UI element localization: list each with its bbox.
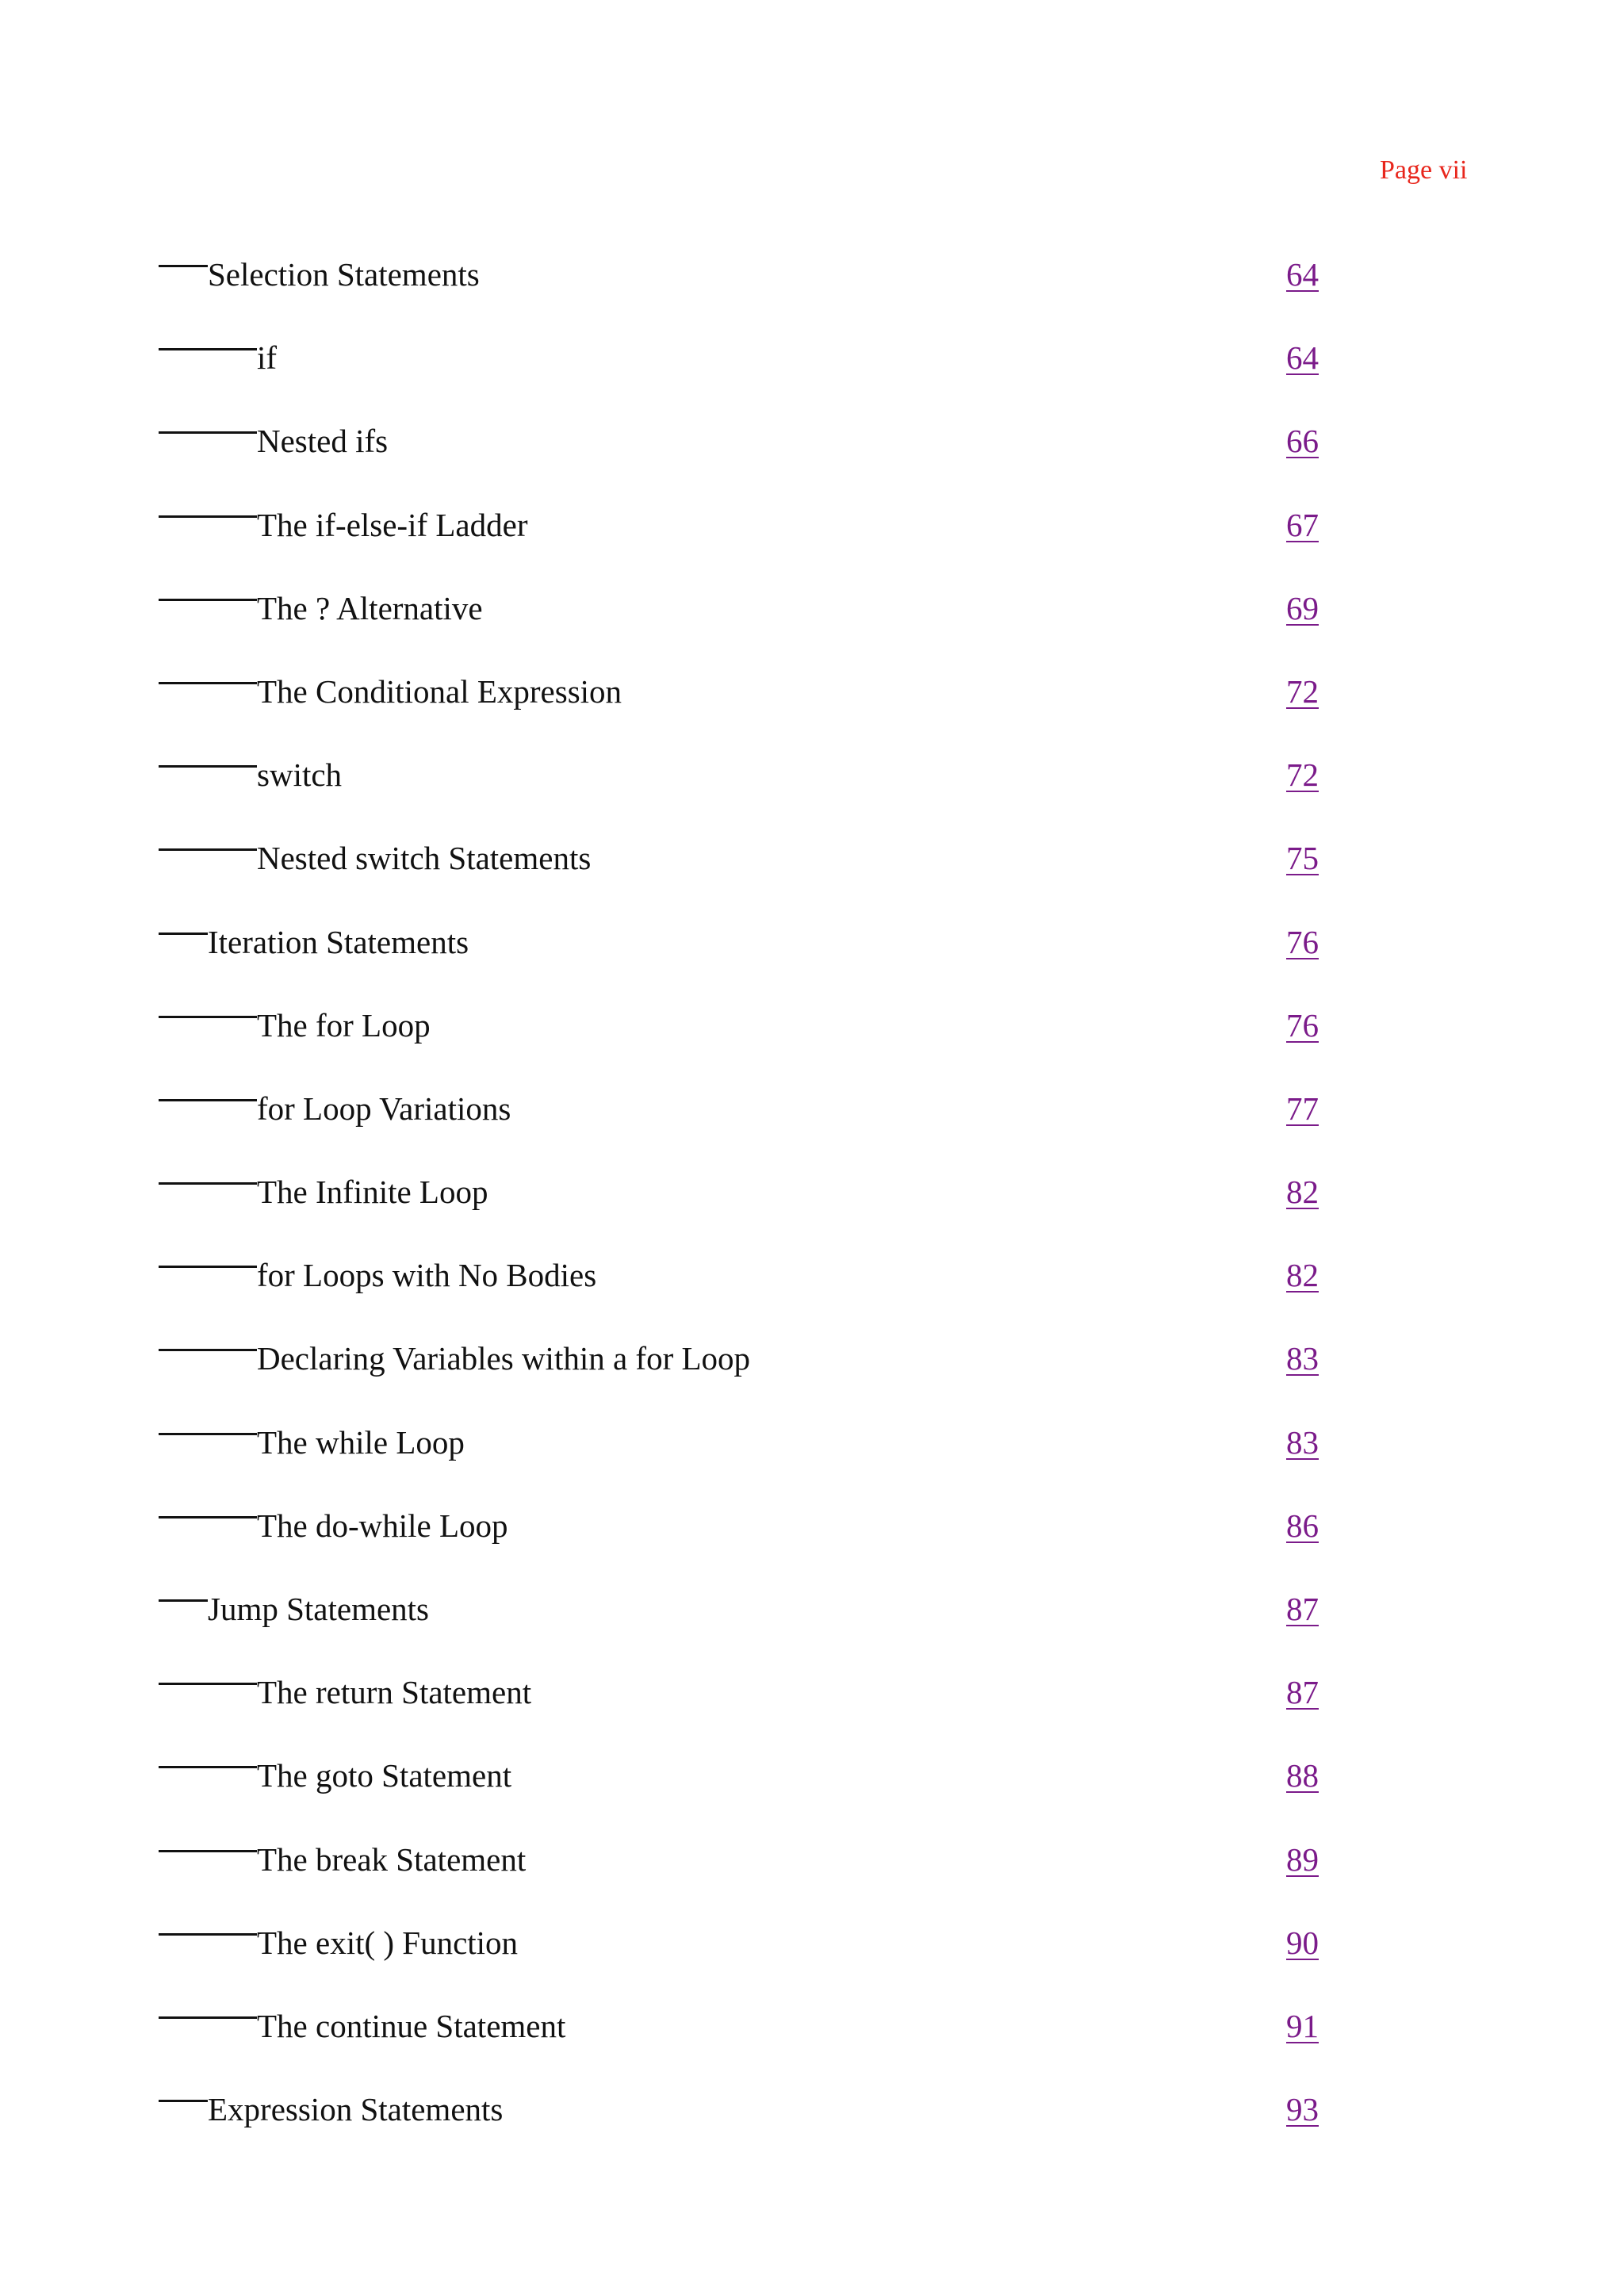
toc-page-link[interactable]: 83: [1286, 1340, 1319, 1377]
toc-leader-line: [159, 1099, 257, 1101]
toc-page-link[interactable]: 67: [1286, 506, 1319, 543]
toc-page-link[interactable]: 87: [1286, 1591, 1319, 1627]
toc-leader-line: [159, 1933, 257, 1936]
toc-page-link[interactable]: 86: [1286, 1507, 1319, 1544]
toc-entry: [0, 254, 1624, 337]
toc-leader-line: [159, 599, 257, 601]
toc-entry: [0, 837, 1624, 921]
toc-page-link[interactable]: 72: [1286, 672, 1319, 710]
toc-leader-line: [159, 2100, 208, 2102]
toc-page-link[interactable]: 72: [1286, 756, 1319, 794]
toc-leader-line: [159, 1016, 257, 1018]
toc-leader-line: [159, 1182, 257, 1185]
toc-entry-title: Jump Statements: [208, 1591, 430, 1627]
toc-entry-title: Declaring Variables within a for Loop: [257, 1340, 751, 1377]
toc-leader-line: [159, 1349, 257, 1351]
toc-entry: [0, 1171, 1624, 1254]
toc-leader-line: [159, 1766, 257, 1768]
toc-entry-title: The while Loop: [257, 1423, 465, 1461]
toc-entry: [0, 1672, 1624, 1755]
toc-leader-line: [159, 1683, 257, 1685]
toc-entry: [0, 1254, 1624, 1338]
toc-entry-title: The if-else-if Ladder: [257, 506, 528, 543]
toc-page-link[interactable]: 69: [1286, 589, 1319, 626]
toc-entry: [0, 1338, 1624, 1421]
toc-page-link[interactable]: 88: [1286, 1757, 1319, 1794]
toc-page-link[interactable]: 64: [1286, 339, 1319, 377]
toc-entry: [0, 1839, 1624, 1922]
toc-entry: [0, 504, 1624, 588]
toc-page-link[interactable]: 91: [1286, 2007, 1319, 2044]
toc-entry-title: The ? Alternative: [257, 589, 483, 626]
toc-page-link[interactable]: 82: [1286, 1257, 1319, 1294]
toc-entry-title: The return Statement: [257, 1674, 532, 1711]
toc-page-link[interactable]: 90: [1286, 1924, 1319, 1961]
toc-entry-title: The continue Statement: [257, 2007, 566, 2044]
toc-entry-title: The Infinite Loop: [257, 1174, 488, 1211]
toc-entry: [0, 1922, 1624, 2005]
toc-entry-title: for Loops with No Bodies: [257, 1257, 597, 1294]
toc-leader-line: [159, 1516, 257, 1518]
toc-entry-title: The exit( ) Function: [257, 1924, 519, 1961]
toc-entry-title: The for Loop: [257, 1006, 431, 1044]
toc-entry-title: Nested ifs: [257, 423, 389, 460]
toc-leader-line: [159, 682, 257, 684]
page-number-label: Page vii: [1380, 155, 1468, 185]
toc-page-link[interactable]: 76: [1286, 923, 1319, 960]
toc-entry-title: The do-while Loop: [257, 1507, 508, 1544]
toc-leader-line: [159, 1599, 208, 1602]
toc-entry: [0, 1755, 1624, 1838]
toc-page-link[interactable]: 66: [1286, 423, 1319, 460]
toc-entry-title: Selection Statements: [208, 256, 480, 293]
toc-entry-title: The break Statement: [257, 1840, 527, 1878]
toc-page-link[interactable]: 77: [1286, 1090, 1319, 1127]
toc-entry-title: Expression Statements: [208, 2091, 504, 2128]
toc-page-link[interactable]: 87: [1286, 1674, 1319, 1711]
toc-entry-title: Iteration Statements: [208, 923, 469, 960]
toc-entry-title: The Conditional Expression: [257, 672, 622, 710]
toc-entry-title: Nested switch Statements: [257, 840, 592, 877]
toc-page-link[interactable]: 75: [1286, 840, 1319, 877]
toc-entry-title: for Loop Variations: [257, 1090, 511, 1127]
toc-leader-line: [159, 848, 257, 851]
toc-entry: [0, 1005, 1624, 1088]
toc-leader-line: [159, 1850, 257, 1852]
toc-entry: [0, 420, 1624, 504]
toc-leader-line: [159, 1433, 257, 1435]
toc-entry: [0, 1588, 1624, 1672]
toc-entry: [0, 2005, 1624, 2089]
toc-entry-title: The goto Statement: [257, 1757, 512, 1794]
table-of-contents: [0, 254, 1624, 2172]
toc-entry: [0, 754, 1624, 837]
toc-entry: [0, 588, 1624, 671]
toc-leader-line: [159, 431, 257, 434]
toc-leader-line: [159, 765, 257, 768]
toc-leader-line: [159, 1266, 257, 1268]
toc-entry: [0, 337, 1624, 420]
toc-entry: [0, 1505, 1624, 1588]
toc-entry: [0, 1422, 1624, 1505]
toc-entry: [0, 2089, 1624, 2172]
toc-leader-line: [159, 2016, 257, 2019]
toc-entry: [0, 671, 1624, 754]
toc-page-link[interactable]: 64: [1286, 256, 1319, 293]
toc-entry-title: switch: [257, 756, 343, 794]
toc-entry: [0, 1088, 1624, 1171]
toc-page-link[interactable]: 89: [1286, 1840, 1319, 1878]
toc-page-link[interactable]: 93: [1286, 2091, 1319, 2128]
toc-leader-line: [159, 515, 257, 518]
toc-page-link[interactable]: 76: [1286, 1006, 1319, 1044]
toc-entry: [0, 921, 1624, 1005]
toc-leader-line: [159, 265, 208, 267]
toc-page-link[interactable]: 82: [1286, 1174, 1319, 1211]
toc-leader-line: [159, 933, 208, 935]
toc-leader-line: [159, 348, 257, 350]
toc-page-link[interactable]: 83: [1286, 1423, 1319, 1461]
toc-entry-title: if: [257, 339, 278, 377]
